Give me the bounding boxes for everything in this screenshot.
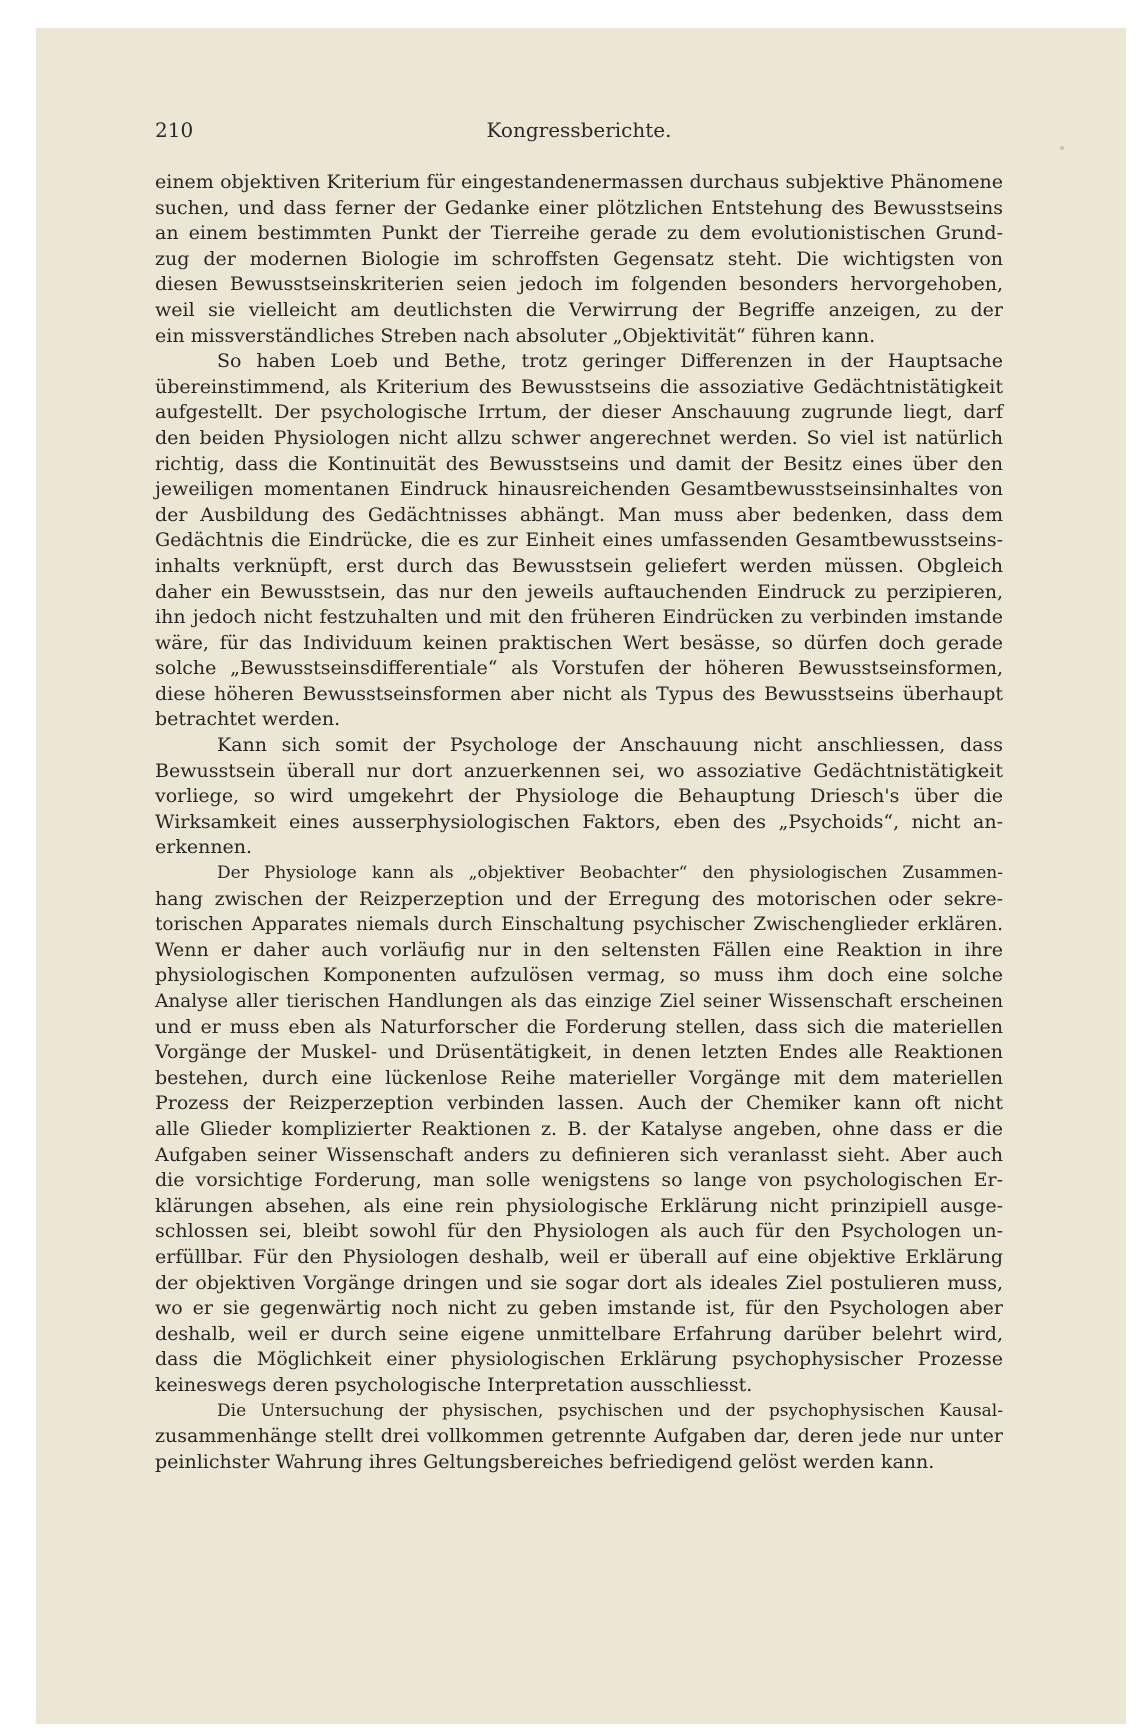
page-header	[155, 118, 1003, 154]
text-line: der Ausbildung des Gedächtnisses abhängt. Man muss aber bedenken, dass dem	[155, 503, 1003, 526]
text-line: der objektiven Vorgänge dringen und sie sogar dort als ideales Ziel postulieren muss,	[155, 1271, 1003, 1294]
text-line: ihn jedoch nicht festzuhalten und mit den früheren Eindrücken zu verbinden imstande	[155, 606, 1003, 629]
text-line: einem objektiven Kriterium für eingestandenermassen durchaus subjektive Phänomene	[155, 171, 1003, 193]
text-line: weil sie vielleicht am deutlichsten die Verwirrung der Begriffe anzeigen, zu der	[155, 298, 1003, 321]
text-line: ein missverständliches Streben nach absoluter „Objektivität“ führen kann.	[155, 324, 876, 347]
text-line: dass die Möglichkeit einer physiologischen Erklärung psychophysischer Prozesse	[155, 1348, 1003, 1371]
text-line: diesen Bewusstseinskriterien seien jedoch im folgenden besonders hervorgehoben,	[155, 273, 1003, 296]
text-line: Wenn er daher auch vorläufig nur in den seltensten Fällen eine Reaktion in ihre	[155, 938, 1003, 961]
text-line: So haben Loeb und Bethe, trotz geringer Differenzen in der Hauptsache	[217, 350, 1003, 373]
text-line: erfüllbar. Für den Physiologen deshalb, weil er überall auf eine objektive Erklärung	[155, 1245, 1003, 1268]
text-line: zug der modernen Biologie im schroffsten Gegensatz steht. Die wichtigsten von	[155, 247, 1003, 270]
text-line: bestehen, durch eine lückenlose Reihe materieller Vorgänge mit dem materiellen	[155, 1066, 1003, 1089]
text-line: richtig, dass die Kontinuität des Bewusstseins und damit der Besitz eines über den	[155, 452, 1003, 475]
text-line: Wirksamkeit eines ausserphysiologischen Faktors, eben des „Psychoids“, nicht an-	[155, 810, 1003, 833]
text-line: Analyse aller tierischen Handlungen als das einzige Ziel seiner Wissenschaft erscheinen	[155, 991, 1003, 1012]
text-line: die vorsichtige Forderung, man solle wenigstens so lange von psychologischen Er-	[155, 1169, 1003, 1192]
text-line: betrachtet werden.	[155, 708, 341, 731]
text-line: Prozess der Reizperzeption verbinden lassen. Auch der Chemiker kann oft nicht	[155, 1092, 1003, 1115]
paper-speck	[1060, 146, 1064, 150]
text-line: Bewusstsein überall nur dort anzuerkennen sei, wo assoziative Gedächtnistätigkeit	[155, 759, 1003, 782]
text-line: alle Glieder komplizierter Reaktionen z. B. der Katalyse angeben, ohne dass er die	[155, 1117, 1003, 1140]
page-number: 210	[155, 118, 194, 142]
paragraph	[155, 733, 1003, 861]
text-line: wo er sie gegenwärtig noch nicht zu geben imstande ist, für den Psychologen aber	[155, 1297, 1003, 1320]
text-line: inhalts verknüpft, erst durch das Bewusstsein geliefert werden müssen. Obgleich	[155, 554, 1003, 577]
text-line: an einem bestimmten Punkt der Tierreihe gerade zu dem evolutionistischen Grund-	[155, 222, 1003, 245]
paragraph	[155, 349, 1003, 733]
text-line: physiologischen Komponenten aufzulösen vermag, so muss ihm doch eine solche	[155, 964, 1003, 987]
text-line: keineswegs deren psychologische Interpretation ausschliesst.	[155, 1373, 753, 1396]
text-line: Aufgaben seiner Wissenschaft anders zu definieren sich veranlasst sieht. Aber auch	[155, 1143, 1003, 1166]
running-head: Kongressberichte.	[486, 118, 672, 142]
text-line: Gedächtnis die Eindrücke, die es zur Einheit eines umfassenden Gesamtbewusstseins-	[155, 529, 1003, 552]
text-line: übereinstimmend, als Kriterium des Bewusstseins die assoziative Gedächtnistätigkeit	[155, 375, 1003, 398]
text-line: vorliege, so wird umgekehrt der Physiologe die Behauptung Driesch's über die	[155, 785, 1003, 808]
paragraph	[155, 170, 1003, 349]
text-line: den beiden Physiologen nicht allzu schwer angerechnet werden. So viel ist natürlich	[155, 426, 1003, 449]
text-line: Die Untersuchung der physischen, psychischen und der psychophysischen Kausal-	[217, 1400, 1003, 1421]
text-line: wäre, für das Individuum keinen praktischen Wert besässe, so dürfen doch gerade	[155, 631, 1003, 654]
text-line: Kann sich somit der Psychologe der Anschauung nicht anschliessen, dass	[217, 734, 1003, 757]
text-line: zusammenhänge stellt drei vollkommen getrennte Aufgaben dar, deren jede nur unter	[155, 1425, 1003, 1448]
text-line: solche „Bewusstseinsdifferentiale“ als Vorstufen der höheren Bewusstseinsformen,	[155, 657, 1003, 680]
text-line: aufgestellt. Der psychologische Irrtum, der dieser Anschauung zugrunde liegt, darf	[155, 401, 1003, 424]
text-line: peinlichster Wahrung ihres Geltungsbereiches befriedigend gelöst werden kann.	[155, 1450, 935, 1473]
text-line: jeweiligen momentanen Eindruck hinausreichenden Gesamtbewusstseinsinhaltes von	[155, 478, 1003, 501]
text-line: torischen Apparates niemals durch Einschaltung psychischer Zwischenglieder erklären.	[155, 914, 1003, 936]
text-line: deshalb, weil er durch seine eigene unmittelbare Erfahrung darüber belehrt wird,	[155, 1322, 1003, 1345]
body-text	[155, 170, 1003, 1475]
paragraph	[155, 1399, 1003, 1476]
paragraph	[155, 861, 1003, 1398]
text-line: hang zwischen der Reizperzeption und der Erregung des motorischen oder sekre-	[155, 887, 1003, 910]
text-line: Vorgänge der Muskel- und Drüsentätigkeit, in denen letzten Endes alle Reaktionen	[155, 1041, 1003, 1064]
text-line: daher ein Bewusstsein, das nur den jeweils auftauchenden Eindruck zu perzipieren,	[155, 580, 1003, 603]
text-line: klärungen absehen, als eine rein physiologische Erklärung nicht prinzipiell ausge-	[155, 1194, 1003, 1217]
text-line: schlossen sei, bleibt sowohl für den Physiologen als auch für den Psychologen un-	[155, 1220, 1003, 1243]
text-line: suchen, und dass ferner der Gedanke einer plötzlichen Entstehung des Bewusstseins	[155, 196, 1003, 219]
text-line: diese höheren Bewusstseinsformen aber nicht als Typus des Bewusstseins überhaupt	[155, 682, 1003, 705]
text-line: erkennen.	[155, 836, 253, 859]
text-line: Der Physiologe kann als „objektiver Beobachter“ den physiologischen Zusammen-	[217, 863, 1003, 884]
text-line: und er muss eben als Naturforscher die Forderung stellen, dass sich die materiellen	[155, 1015, 1003, 1038]
